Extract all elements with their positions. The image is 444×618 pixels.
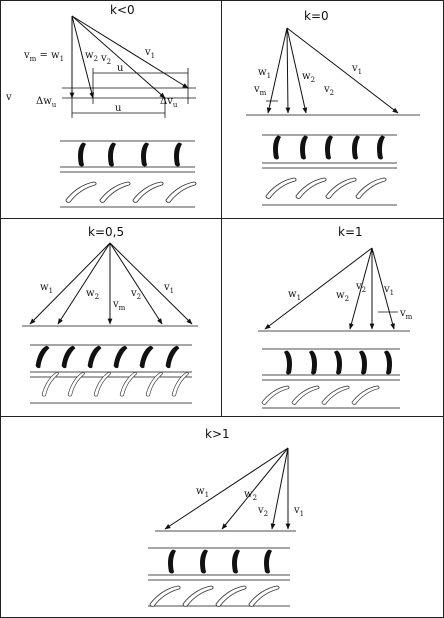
panel-kneg <box>5 3 196 207</box>
vector-w2 <box>58 243 110 324</box>
panel-k0 <box>246 9 420 205</box>
stator-row <box>168 550 272 574</box>
rotor-row <box>262 386 379 404</box>
panel-kgt1 <box>148 427 304 606</box>
label-v1: $v_1$ <box>164 282 175 295</box>
panel-frame-k05 <box>1 219 222 417</box>
label-v1: $v_1$ <box>294 505 305 518</box>
vector-v2 <box>272 448 288 529</box>
label-v2: $v_2$ <box>356 281 367 294</box>
label-dvu: $\Delta v_u$ <box>160 96 178 109</box>
panel-k1 <box>258 225 413 408</box>
panel-title: k=0 <box>304 9 329 23</box>
stator-row <box>284 351 392 375</box>
label-w1: $w_1$ <box>258 67 272 80</box>
panel-frame-kgt1 <box>1 417 444 618</box>
panel-k05 <box>22 225 198 403</box>
label-v2: $v_2$ <box>131 288 142 301</box>
label-w1: $w_1$ <box>40 282 54 295</box>
label-w2: $w_2$ <box>86 288 100 301</box>
vector-w2 <box>222 448 288 529</box>
rotor-row <box>66 182 196 202</box>
label-v1: $v_1$ <box>384 284 395 297</box>
label-w1: $w_1$ <box>288 289 302 302</box>
label-v1: $v_1$ <box>145 47 156 60</box>
label-dwu: $\Delta w_u$ <box>36 96 57 109</box>
vector-w1 <box>165 448 288 529</box>
label-w2: $w_2$ <box>336 290 350 303</box>
rotor-row <box>36 372 195 397</box>
label-v2: $v_2$ <box>324 84 335 97</box>
vector-vm <box>287 28 288 113</box>
vector-w1 <box>268 28 287 113</box>
label-u-bottom: u <box>115 103 122 114</box>
label-w2: $w_2$ <box>244 489 258 502</box>
panel-title: k=0,5 <box>88 225 125 239</box>
label-vm: $v_m$ <box>400 308 413 321</box>
panel-title: k=1 <box>338 225 363 239</box>
label-vm: $v_m$ <box>113 299 126 312</box>
label-vm-w1: $v_m = w_1$ <box>24 50 65 63</box>
label-w2: $w_2$ <box>302 71 316 84</box>
label-v2: $v_2$ <box>258 505 269 518</box>
label-w1: $w_1$ <box>196 486 210 499</box>
label-v2: $v_2$ <box>101 53 112 66</box>
label-v-left: v <box>6 92 12 103</box>
label-u-top: u <box>117 63 124 74</box>
rotor-row <box>266 178 386 198</box>
panel-title: k<0 <box>110 3 135 17</box>
panel-title: k>1 <box>205 427 230 441</box>
label-w2: $w_2$ <box>85 50 99 63</box>
stator-row <box>34 344 180 369</box>
rotor-row <box>150 586 279 606</box>
stator-row <box>273 136 385 160</box>
label-v1: $v_1$ <box>352 63 363 76</box>
panel-frame-k0 <box>222 1 444 219</box>
stator-row <box>78 143 182 167</box>
label-vm: $v_m$ <box>254 84 267 97</box>
